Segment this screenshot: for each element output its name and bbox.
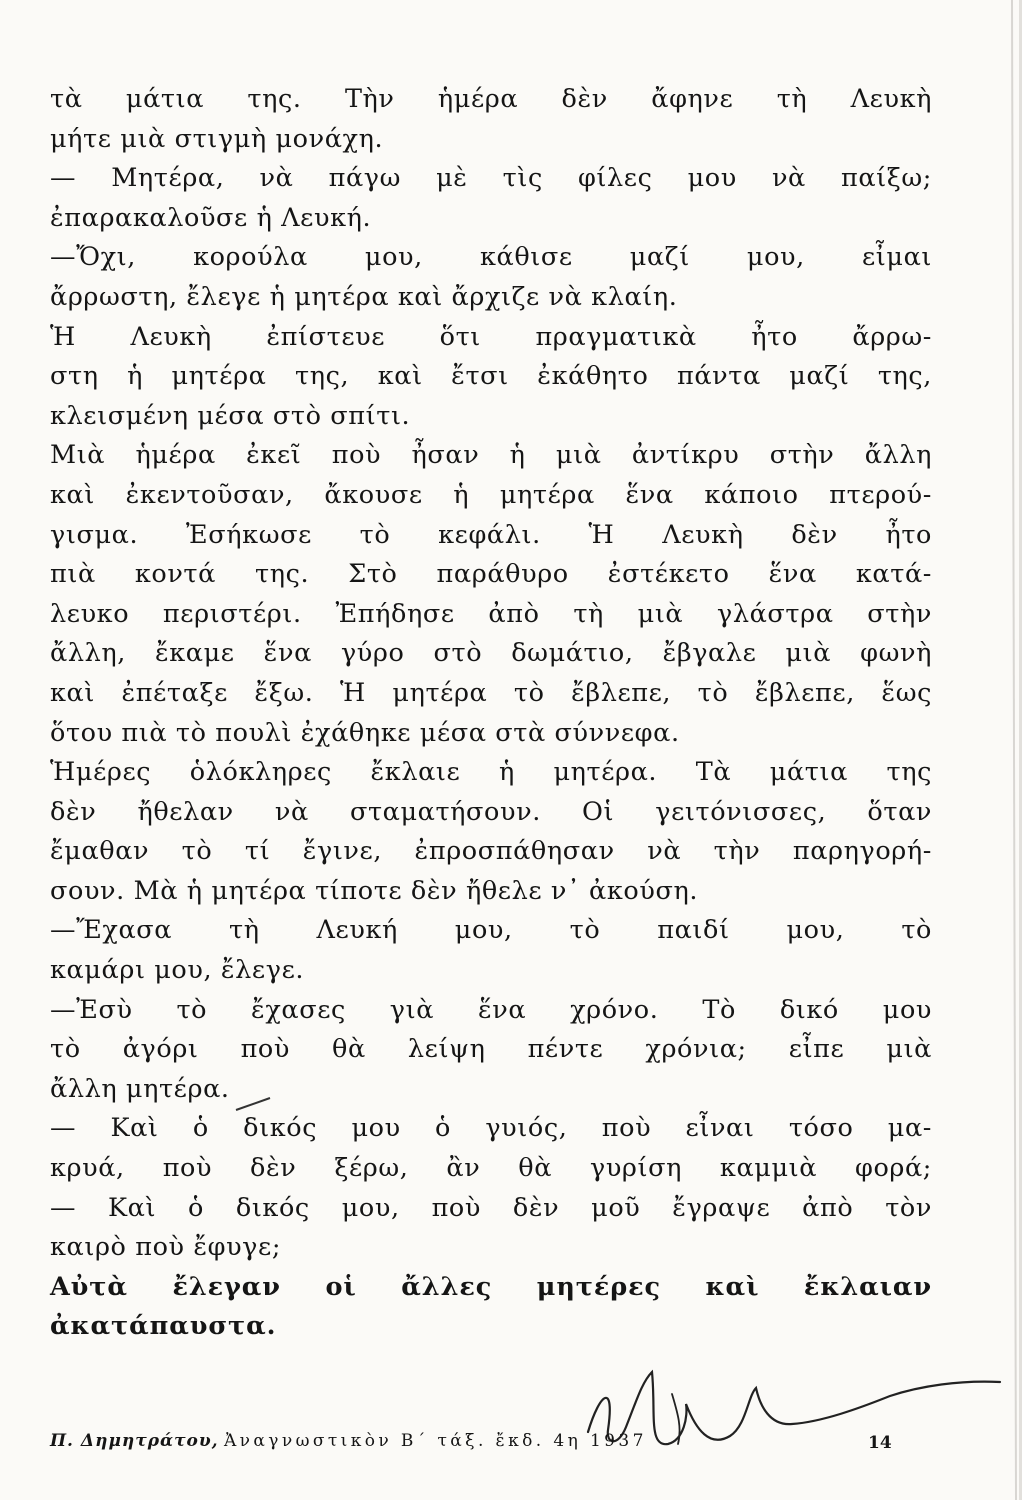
footer-book-info: Ἀναγνωστικὸν Β΄ τάξ. ἔκδ. 4η 1937 (223, 1431, 647, 1451)
text-line: Αὐτὰ ἔλεγαν οἱ ἄλλες μητέρες καὶ ἔκλαιαν (50, 1271, 932, 1302)
page-text (50, 80, 932, 1347)
text-line: πιὰ κοντά της. Στὸ παράθυρο ἐστέκετο ἕνα κατά- (50, 559, 932, 590)
text-line: τὰ μάτια της. Τὴν ἡμέρα δὲν ἄφηνε τὴ Λευκὴ (50, 84, 932, 114)
text-line: καὶ ἐπέταξε ἔξω. Ἡ μητέρα τὸ ἔβλεπε, τὸ ἔβλεπε, ἕως (50, 677, 932, 708)
text-line: ὅτου πιὰ τὸ πουλὶ ἐχάθηκε μέσα στὰ σύννεφα. (50, 717, 680, 748)
page-number: 14 (868, 1433, 892, 1453)
text-line: τὸ ἀγόρι ποὺ θὰ λείψη πέντε χρόνια; εἶπε μιὰ (50, 1034, 932, 1065)
text-line: ἀκατάπαυστα. (50, 1311, 277, 1342)
text-line: ἄλλη μητέρα. (50, 1073, 230, 1104)
text-line: κρυά, ποὺ δὲν ξέρω, ἂν θὰ γυρίση καμμιὰ φορά; (50, 1153, 932, 1184)
text-line: —Ὄχι, κορούλα μου, κάθισε μαζί μου, εἶμαι (50, 242, 932, 273)
text-line: καὶ ἐκεντοῦσαν, ἄκουσε ἡ μητέρα ἕνα κάποιο πτερού- (50, 479, 932, 510)
text-line: ἄρρωστη, ἔλεγε ἡ μητέρα καὶ ἄρχιζε νὰ κλαίη. (50, 281, 678, 312)
text-line: Ἡμέρες ὁλόκληρες ἔκλαιε ἡ μητέρα. Τὰ μάτια της (50, 757, 932, 788)
text-line: σουν. Μὰ ἡ μητέρα τίποτε δὲν ἤθελε ν᾿ ἀκούση. (50, 875, 699, 906)
text-line: κλεισμένη μέσα στὸ σπίτι. (50, 400, 411, 431)
text-line: — Μητέρα, νὰ πάγω μὲ τὶς φίλες μου νὰ παίξω; (50, 163, 932, 194)
text-line: Μιὰ ἡμέρα ἐκεῖ ποὺ ἦσαν ἡ μιὰ ἀντίκρυ στὴν ἄλλη (50, 440, 932, 471)
text-line: —Ἐσὺ τὸ ἔχασες γιὰ ἕνα χρόνο. Τὸ δικό μου (50, 994, 932, 1025)
text-line: γισμα. Ἐσήκωσε τὸ κεφάλι. Ἡ Λευκὴ δὲν ἦτο (50, 519, 932, 550)
text-line: μήτε μιὰ στιγμὴ μονάχη. (50, 123, 384, 154)
text-line: ἄλλη, ἔκαμε ἕνα γύρο στὸ δωμάτιο, ἔβγαλε μιὰ φωνὴ (50, 638, 932, 669)
page-footer (50, 1426, 890, 1456)
text-line: —Ἔχασα τὴ Λευκή μου, τὸ παιδί μου, τὸ (50, 915, 932, 946)
text-line: ἐπαρακαλοῦσε ἡ Λευκή. (50, 202, 372, 233)
text-line: Ἡ Λευκὴ ἐπίστευε ὅτι πραγματικὰ ἦτο ἄρρω- (50, 321, 932, 352)
text-line: — Καὶ ὁ δικός μου ὁ γυιός, ποὺ εἶναι τόσο μα- (50, 1113, 932, 1144)
text-line: — Καὶ ὁ δικός μου, ποὺ δὲν μοῦ ἔγραψε ἀπὸ τὸν (50, 1192, 932, 1223)
text-line: στη ἡ μητέρα της, καὶ ἔτσι ἐκάθητο πάντα μαζί της, (50, 361, 932, 392)
text-line: δὲν ἤθελαν νὰ σταματήσουν. Οἱ γειτόνισσες, ὅταν (50, 796, 932, 827)
text-line: καμάρι μου, ἔλεγε. (50, 955, 305, 986)
text-line: καιρὸ ποὺ ἔφυγε; (50, 1232, 282, 1263)
footer-author: Π. Δημητράτου, (50, 1431, 219, 1451)
text-line: ἔμαθαν τὸ τί ἔγινε, ἐπροσπάθησαν νὰ τὴν παρηγορή- (50, 836, 932, 867)
text-line: λευκο περιστέρι. Ἐπήδησε ἀπὸ τὴ μιὰ γλάστρα στὴν (50, 598, 932, 629)
